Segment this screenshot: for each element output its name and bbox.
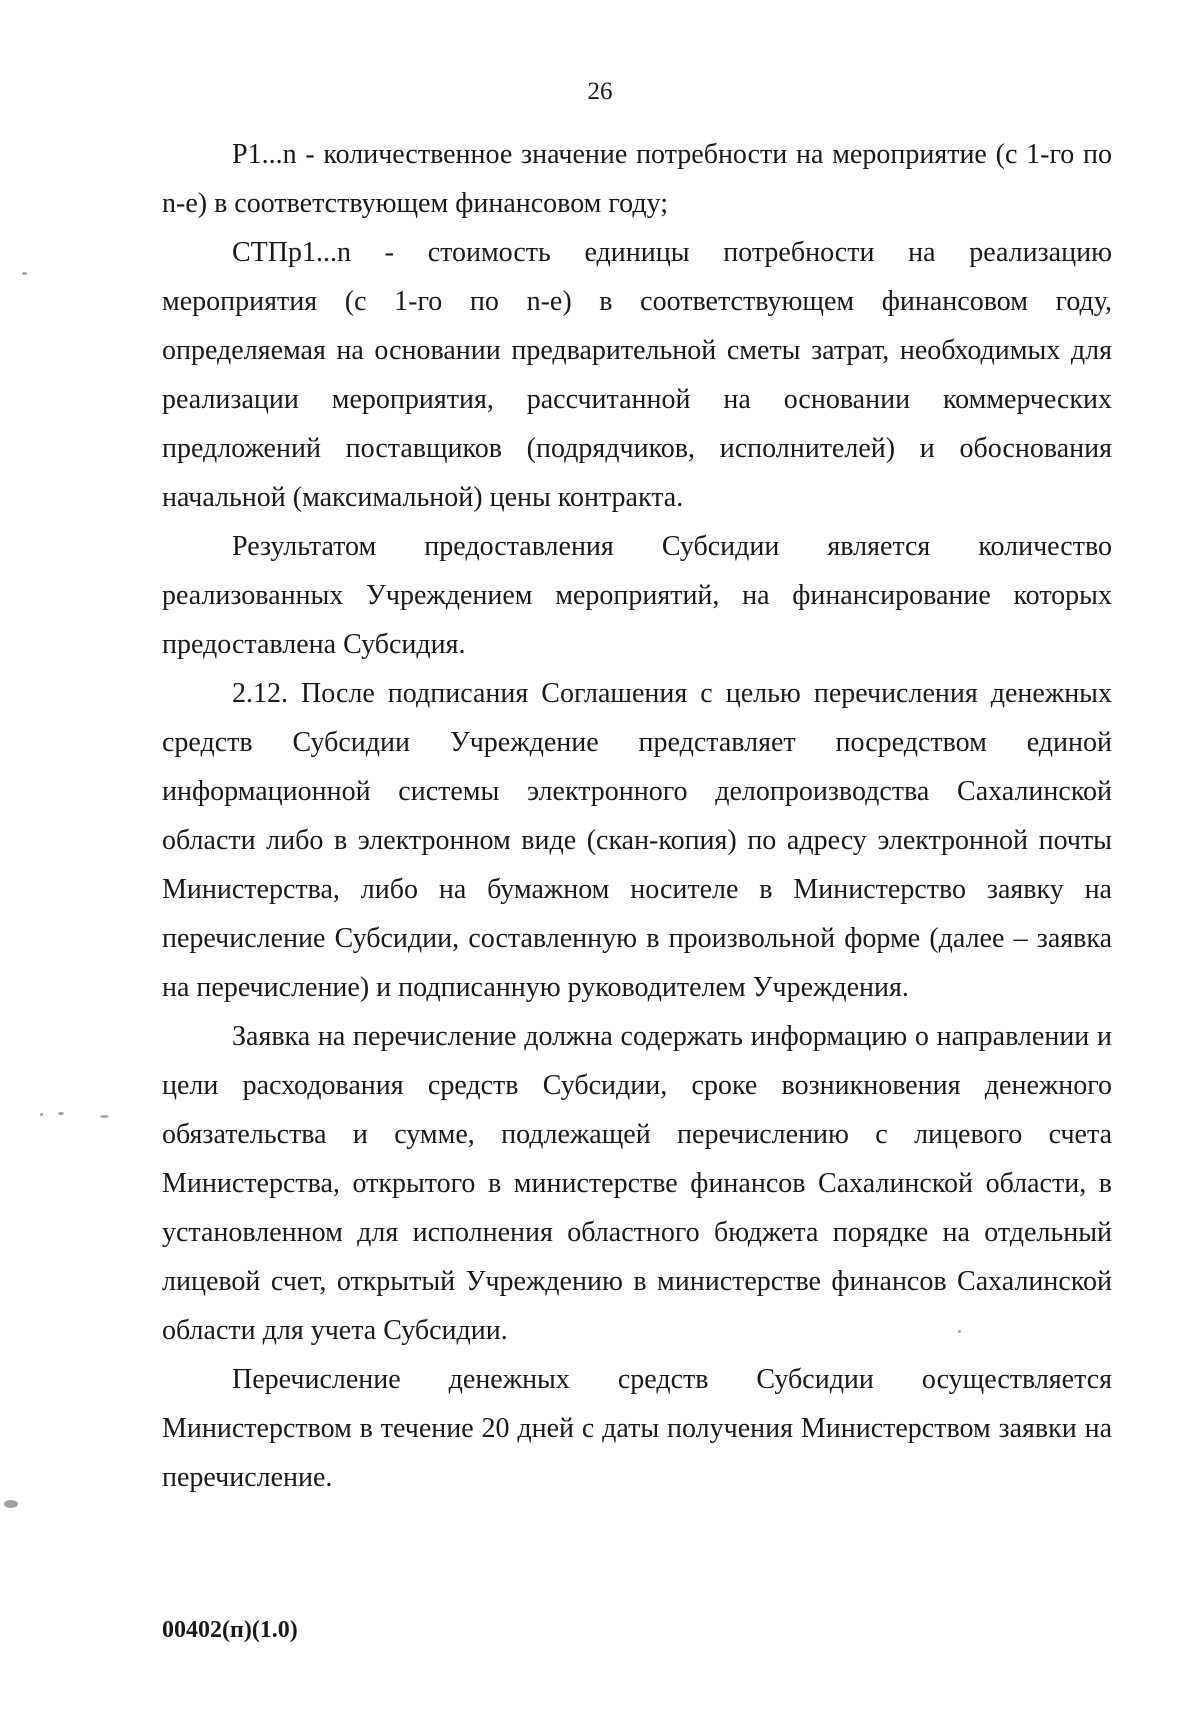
document-body [162, 130, 1112, 1502]
scan-speck [22, 272, 27, 275]
paragraph-section-2-12: 2.12. После подписания Соглашения с целью перечисления денежных средств Субсидии Учреждение представляет посредством единой информационной системы электронного делопроизводства Сахалинской области либо в электронном виде (скан-копия) по адресу электронной почты Министерства, либо на бумажном носителе в Министерство заявку на перечисление Субсидии, составленную в произвольной форме (далее – заявка на перечисление) и подписанную руководителем Учреждения. [162, 678, 1112, 1003]
document-footer-code: 00402(п)(1.0) [162, 1617, 298, 1643]
scan-speck [958, 1330, 961, 1333]
paragraph-transfer-deadline: Перечисление денежных средств Субсидии осуществляется Министерством в течение 20 дней с даты получения Министерством заявки на перечисление. [162, 1364, 1112, 1493]
paragraph-application-content: Заявка на перечисление должна содержать информацию о направлении и цели расходования средств Субсидии, сроке возникновения денежного обязательства и сумме, подлежащей перечислению с лицевого счета Министерства, открытого в министерстве финансов Сахалинской области, в установленном для исполнения областного бюджета порядке на отдельный лицевой счет, открытый Учреждению в министерстве финансов Сахалинской области для учета Субсидии. [162, 1021, 1112, 1346]
scan-speck [100, 1115, 109, 1118]
paragraph-subsidy-result: Результатом предоставления Субсидии является количество реализованных Учреждением мероприятий, на финансирование которых предоставлена Субсидия. [162, 531, 1112, 660]
scan-speck [58, 1112, 64, 1115]
scan-speck [40, 1113, 43, 1116]
page-number: 26 [587, 78, 613, 105]
scan-speck [4, 1500, 18, 1508]
paragraph-stpr-definition: СТПр1...n - стоимость единицы потребности на реализацию мероприятия (с 1-го по n-е) в соответствующем финансовом году, определяемая на основании предварительной сметы затрат, необходимых для реализации мероприятия, рассчитанной на основании коммерческих предложений поставщиков (подрядчиков, исполнителей) и обоснования начальной (максимальной) цены контракта. [162, 237, 1112, 513]
paragraph-p1-definition: P1...n - количественное значение потребности на мероприятие (с 1-го по n-е) в соответствующем финансовом году; [162, 139, 1112, 219]
